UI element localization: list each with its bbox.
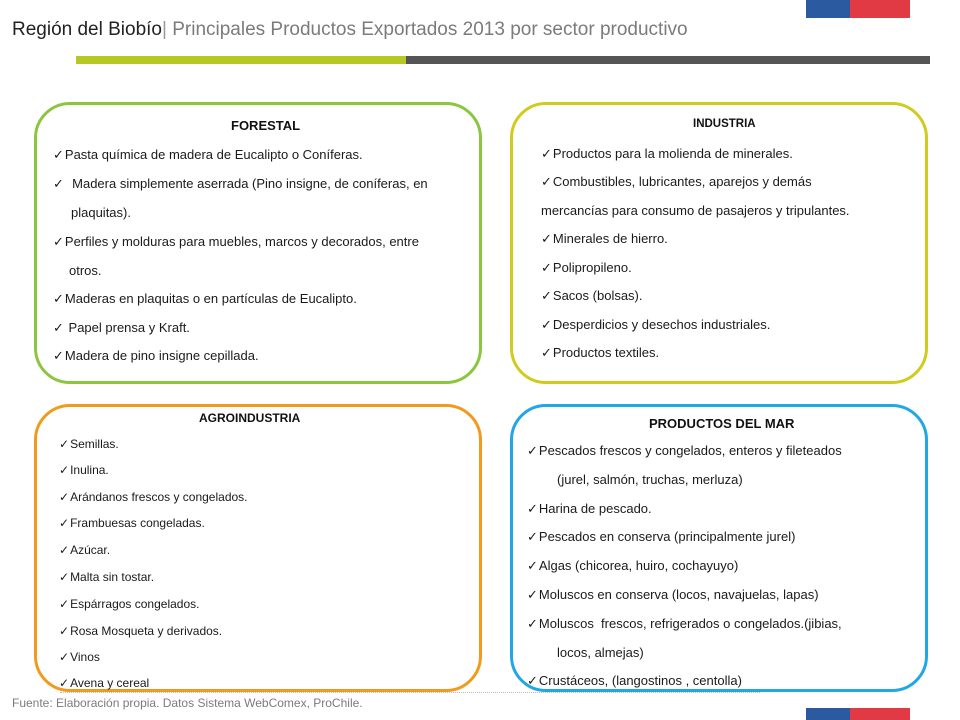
flag-blue-bar xyxy=(806,0,850,18)
check-icon: ✓ xyxy=(527,443,538,458)
list-item: ✓Productos textiles. xyxy=(541,345,660,360)
list-item: ✓Moluscos frescos, refrigerados o congelados.(jibias, xyxy=(527,616,842,631)
list-item: ✓Arándanos frescos y congelados. xyxy=(59,490,248,504)
list-item: ✓Perfiles y molduras para muebles, marcos y decorados, entre xyxy=(53,234,419,249)
list-item: ✓ Madera simplemente aserrada (Pino insigne, de coníferas, en xyxy=(53,176,428,191)
list-item: ✓Frambuesas congeladas. xyxy=(59,516,205,530)
title-rule-green xyxy=(76,56,406,64)
check-icon: ✓ xyxy=(527,529,538,544)
productos-del-mar-box xyxy=(510,404,928,692)
list-item: ✓Madera de pino insigne cepillada. xyxy=(53,348,259,363)
check-icon: ✓ xyxy=(527,616,538,631)
list-item: ✓Productos para la molienda de minerales. xyxy=(541,146,793,161)
check-icon: ✓ xyxy=(53,320,64,335)
check-icon: ✓ xyxy=(59,570,70,584)
check-icon: ✓ xyxy=(527,501,538,516)
check-icon: ✓ xyxy=(53,348,64,363)
check-icon: ✓ xyxy=(59,624,70,638)
check-icon: ✓ xyxy=(541,288,552,303)
list-item: ✓Azúcar. xyxy=(59,543,111,557)
list-item: ✓Desperdicios y desechos industriales. xyxy=(541,317,771,332)
list-item: ✓Pescados en conserva (principalmente jurel) xyxy=(527,529,796,544)
list-item-continuation: plaquitas). xyxy=(71,205,131,220)
check-icon: ✓ xyxy=(527,673,538,688)
check-icon: ✓ xyxy=(59,490,70,504)
flag-red-bar xyxy=(850,0,910,18)
industria-box xyxy=(510,102,928,384)
list-item: ✓Sacos (bolsas). xyxy=(541,288,643,303)
title-subtitle: Principales Productos Exportados 2013 por sector productivo xyxy=(166,19,688,40)
page-title xyxy=(12,19,688,41)
check-icon: ✓ xyxy=(59,516,70,530)
check-icon: ✓ xyxy=(541,345,552,360)
list-item: ✓Minerales de hierro. xyxy=(541,231,668,246)
check-icon: ✓ xyxy=(53,234,64,249)
title-region: Región del Biobío xyxy=(12,19,162,40)
check-icon: ✓ xyxy=(59,437,70,451)
check-icon: ✓ xyxy=(541,231,552,246)
productos-del-mar-title: PRODUCTOS DEL MAR xyxy=(649,416,795,431)
list-item: ✓Semillas. xyxy=(59,437,119,451)
list-item: ✓Pasta química de madera de Eucalipto o Coníferas. xyxy=(53,147,363,162)
title-rule-gray xyxy=(406,56,930,64)
list-item: ✓Harina de pescado. xyxy=(527,501,652,516)
source-footnote: Fuente: Elaboración propia. Datos Sistema WebComex, ProChile. xyxy=(12,696,363,710)
list-item: ✓ Papel prensa y Kraft. xyxy=(53,320,190,335)
agroindustria-title: AGROINDUSTRIA xyxy=(199,411,301,425)
list-item: ✓Algas (chicorea, huiro, cochayuyo) xyxy=(527,558,739,573)
list-item-continuation: locos, almejas) xyxy=(557,645,644,660)
check-icon: ✓ xyxy=(541,317,552,332)
list-item: ✓Espárragos congelados. xyxy=(59,597,200,611)
check-icon: ✓ xyxy=(53,176,64,191)
check-icon: ✓ xyxy=(59,597,70,611)
agroindustria-box xyxy=(34,404,482,692)
check-icon: ✓ xyxy=(53,147,64,162)
check-icon: ✓ xyxy=(541,146,552,161)
check-icon: ✓ xyxy=(527,587,538,602)
list-item-continuation: mercancías para consumo de pasajeros y tripulantes. xyxy=(541,203,850,218)
list-item: ✓Maderas en plaquitas o en partículas de Eucalipto. xyxy=(53,291,357,306)
list-item: ✓Malta sin tostar. xyxy=(59,570,155,584)
flag-red-bar-bottom xyxy=(850,708,910,720)
list-item: ✓Rosa Mosqueta y derivados. xyxy=(59,624,223,638)
list-item-continuation: otros. xyxy=(69,263,102,278)
flag-blue-bar-bottom xyxy=(806,708,850,720)
list-item-continuation: (jurel, salmón, truchas, merluza) xyxy=(557,472,743,487)
check-icon: ✓ xyxy=(527,558,538,573)
check-icon: ✓ xyxy=(541,260,552,275)
forestal-title: FORESTAL xyxy=(231,118,301,133)
check-icon: ✓ xyxy=(59,650,70,664)
check-icon: ✓ xyxy=(59,543,70,557)
list-item: ✓Combustibles, lubricantes, aparejos y demás xyxy=(541,174,812,189)
list-item: ✓Pescados frescos y congelados, enteros y fileteados xyxy=(527,443,842,458)
list-item: ✓Polipropileno. xyxy=(541,260,632,275)
list-item: ✓Crustáceos, (langostinos , centolla) xyxy=(527,673,742,688)
industria-title: INDUSTRIA xyxy=(693,118,756,130)
check-icon: ✓ xyxy=(59,463,70,477)
footer-divider xyxy=(60,692,760,693)
check-icon: ✓ xyxy=(59,676,70,690)
title-separator: | xyxy=(162,19,167,40)
list-item: ✓Inulina. xyxy=(59,463,109,477)
list-item: ✓Avena y cereal xyxy=(59,676,150,690)
check-icon: ✓ xyxy=(53,291,64,306)
forestal-box xyxy=(34,102,482,384)
check-icon: ✓ xyxy=(541,174,552,189)
list-item: ✓Vinos xyxy=(59,650,100,664)
list-item: ✓Moluscos en conserva (locos, navajuelas, lapas) xyxy=(527,587,819,602)
